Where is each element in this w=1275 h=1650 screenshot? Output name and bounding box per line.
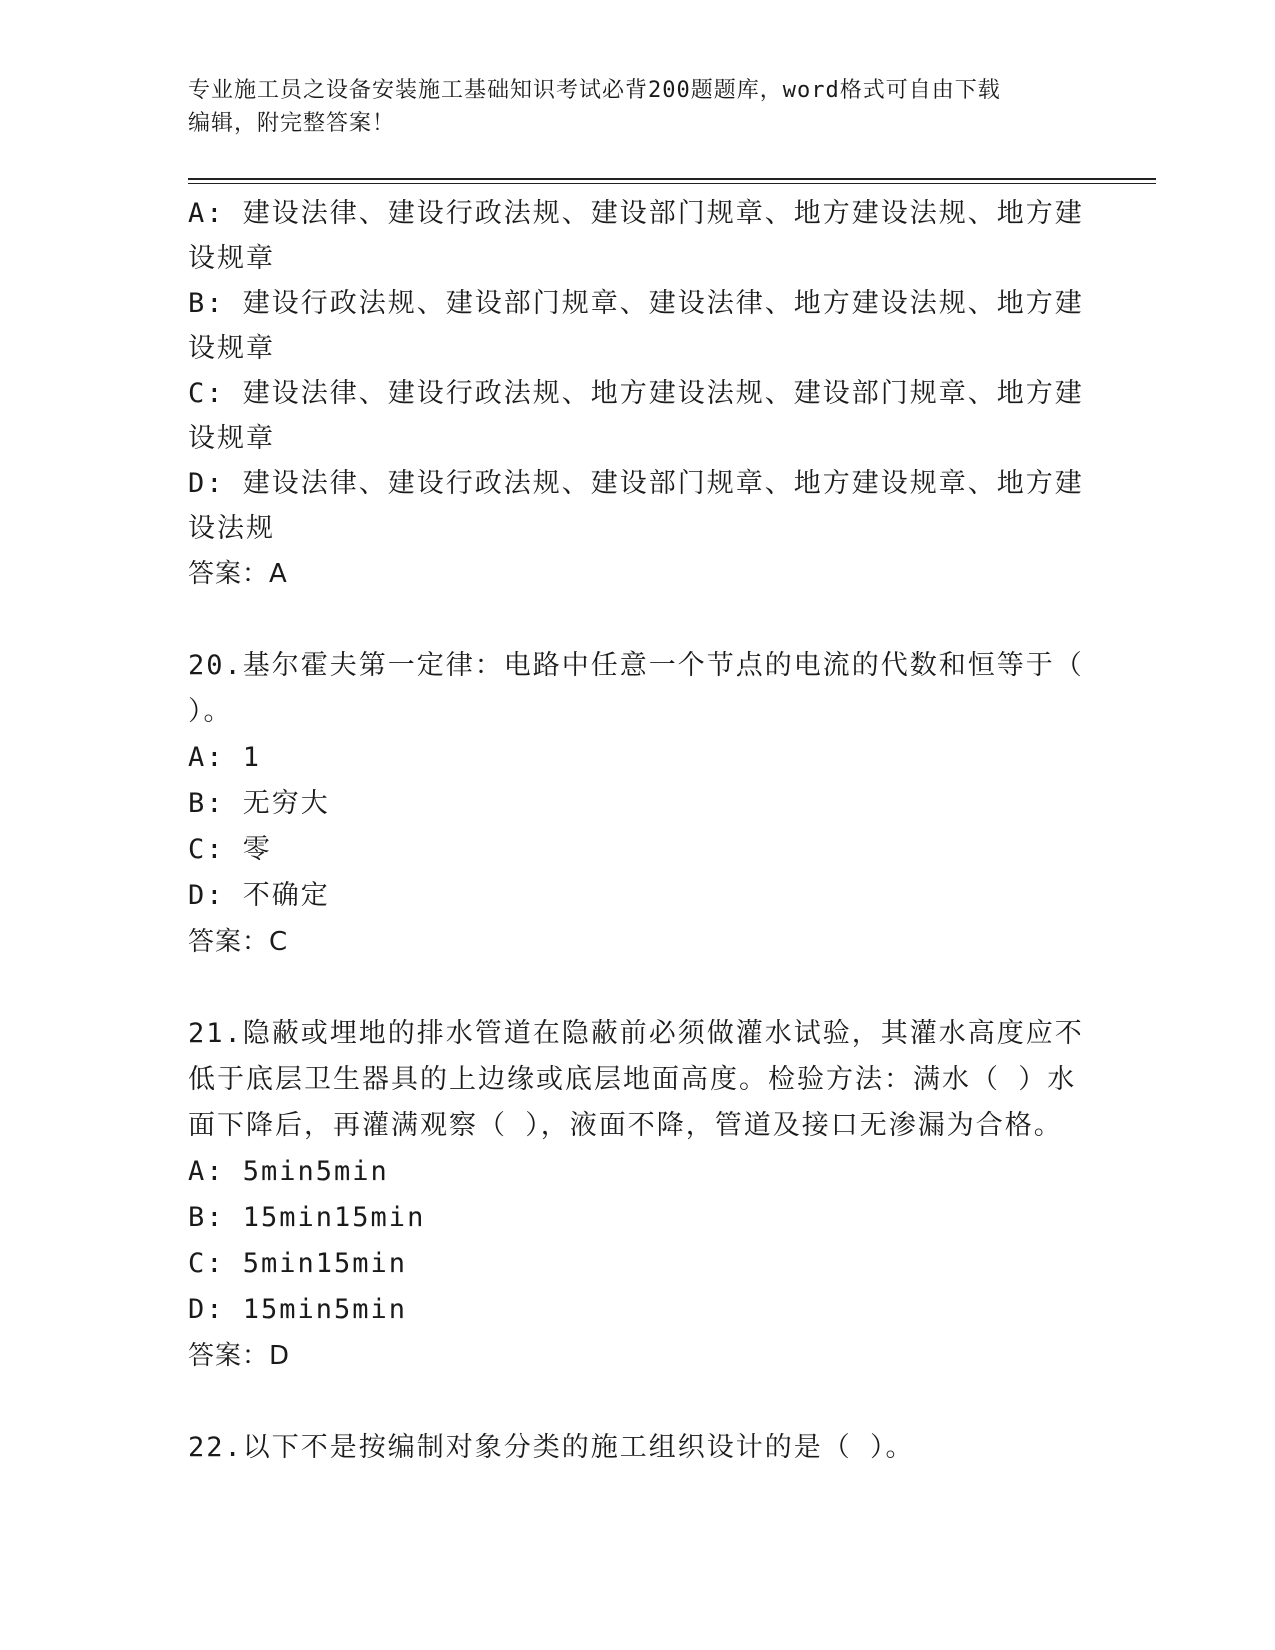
question-text: 22.以下不是按编制对象分类的施工组织设计的是（ ）。 [188, 1432, 915, 1463]
option-a: A: 建设法律、建设行政法规、建设部门规章、地方建设法规、地方建设规章 [188, 198, 1084, 274]
option-b: B: 无穷大 [188, 788, 330, 819]
spacer [188, 597, 1088, 643]
header-divider-thin [188, 183, 1156, 184]
question-20 [188, 643, 1088, 965]
question-list [188, 191, 1088, 1471]
question-19 [188, 191, 1088, 597]
option-a: A: 5min5min [188, 1156, 389, 1187]
answer: 答案：A [188, 559, 288, 589]
option-c: C: 5min15min [188, 1248, 408, 1279]
answer: 答案：C [188, 927, 289, 957]
spacer [188, 1379, 1088, 1425]
option-d: D: 建设法律、建设行政法规、建设部门规章、地方建设规章、地方建设法规 [188, 468, 1084, 544]
answer: 答案：D [188, 1341, 291, 1371]
header-divider [188, 178, 1156, 180]
question-text: 20.基尔霍夫第一定律：电路中任意一个节点的电流的代数和恒等于（ ）。 [188, 650, 1084, 727]
question-21 [188, 1011, 1088, 1379]
header-title-line1: 专业施工员之设备安装施工基础知识考试必背200题题库，word格式可自由下载 [188, 78, 1001, 103]
option-c: C: 零 [188, 834, 272, 865]
option-b: B: 15min15min [188, 1202, 426, 1233]
question-text: 21.隐蔽或埋地的排水管道在隐蔽前必须做灌水试验，其灌水高度应不低于底层卫生器具的上边缘或底层地面高度。检验方法：满水（ ）水面下降后，再灌满观察（ ），液面不降，管道及接口无渗漏为合格。 [188, 1018, 1084, 1141]
option-b: B: 建设行政法规、建设部门规章、建设法律、地方建设法规、地方建设规章 [188, 288, 1084, 364]
option-d: D: 15min5min [188, 1294, 408, 1325]
header-title-line2: 编辑，附完整答案！ [188, 111, 396, 136]
document-header [188, 74, 1088, 140]
option-d: D: 不确定 [188, 880, 330, 911]
question-22 [188, 1425, 1088, 1471]
option-a: A: 1 [188, 742, 262, 773]
option-c: C: 建设法律、建设行政法规、地方建设法规、建设部门规章、地方建设规章 [188, 378, 1084, 454]
spacer [188, 965, 1088, 1011]
